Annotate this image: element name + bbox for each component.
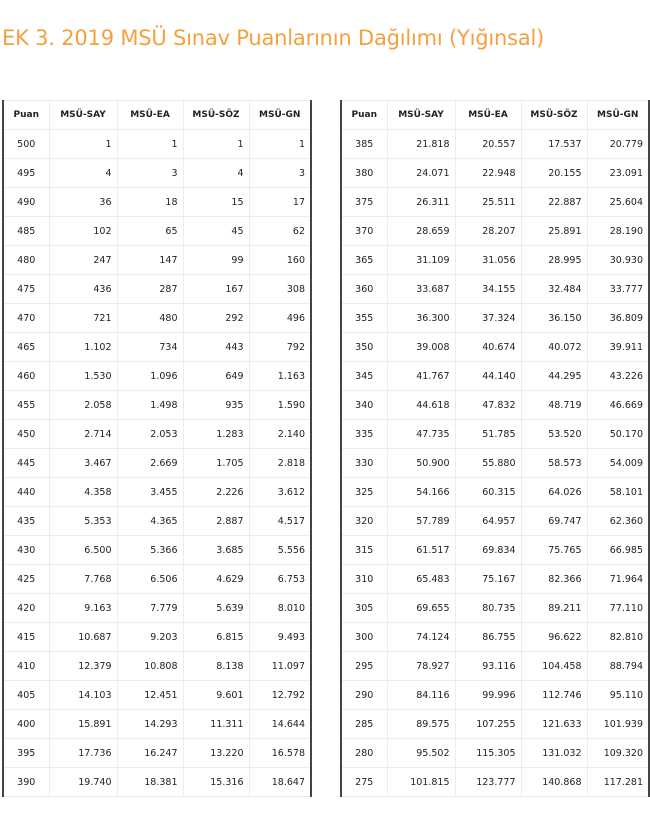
cell-msu-soz: 75.765	[521, 536, 587, 565]
cell-msu-soz: 25.891	[521, 217, 587, 246]
cell-msu-gn: 95.110	[587, 681, 649, 710]
cell-msu-say: 89.575	[387, 710, 455, 739]
cell-msu-ea: 75.167	[455, 565, 521, 594]
cell-msu-say: 7.768	[49, 565, 117, 594]
table-row	[3, 362, 311, 391]
cell-msu-ea: 147	[117, 246, 183, 275]
cell-msu-ea: 40.674	[455, 333, 521, 362]
cell-msu-ea: 25.511	[455, 188, 521, 217]
cell-msu-ea: 2.669	[117, 449, 183, 478]
cell-msu-soz: 64.026	[521, 478, 587, 507]
cell-msu-ea: 34.155	[455, 275, 521, 304]
cell-msu-soz: 22.887	[521, 188, 587, 217]
cell-msu-gn: 5.556	[249, 536, 311, 565]
table-row	[3, 246, 311, 275]
cell-msu-soz: 6.815	[183, 623, 249, 652]
cell-puan: 435	[3, 507, 49, 536]
column-header-msu-soz: MSÜ-SÖZ	[183, 101, 249, 130]
cell-puan: 275	[341, 768, 387, 797]
cell-msu-soz: 15	[183, 188, 249, 217]
cell-msu-say: 10.687	[49, 623, 117, 652]
cell-msu-soz: 53.520	[521, 420, 587, 449]
cell-puan: 480	[3, 246, 49, 275]
cell-msu-soz: 48.719	[521, 391, 587, 420]
table-header-row	[341, 101, 649, 130]
table-row	[3, 623, 311, 652]
table-row	[341, 594, 649, 623]
table-row	[3, 739, 311, 768]
cell-msu-say: 41.767	[387, 362, 455, 391]
cell-msu-ea: 80.735	[455, 594, 521, 623]
cell-puan: 465	[3, 333, 49, 362]
cell-msu-gn: 160	[249, 246, 311, 275]
cell-puan: 455	[3, 391, 49, 420]
cell-puan: 330	[341, 449, 387, 478]
cell-msu-gn: 17	[249, 188, 311, 217]
cell-msu-soz: 8.138	[183, 652, 249, 681]
table-row	[341, 130, 649, 159]
cell-msu-ea: 3.455	[117, 478, 183, 507]
cell-msu-say: 69.655	[387, 594, 455, 623]
score-table-right	[340, 100, 650, 797]
cell-msu-say: 17.736	[49, 739, 117, 768]
cell-msu-say: 1.530	[49, 362, 117, 391]
cell-msu-soz: 17.537	[521, 130, 587, 159]
cell-msu-gn: 54.009	[587, 449, 649, 478]
cell-msu-gn: 66.985	[587, 536, 649, 565]
cell-msu-say: 57.789	[387, 507, 455, 536]
cell-msu-ea: 3	[117, 159, 183, 188]
cell-msu-say: 44.618	[387, 391, 455, 420]
cell-msu-ea: 5.366	[117, 536, 183, 565]
table-row	[341, 710, 649, 739]
cell-msu-soz: 121.633	[521, 710, 587, 739]
cell-msu-say: 24.071	[387, 159, 455, 188]
cell-msu-ea: 69.834	[455, 536, 521, 565]
table-row	[341, 362, 649, 391]
cell-msu-ea: 107.255	[455, 710, 521, 739]
cell-msu-gn: 3	[249, 159, 311, 188]
cell-msu-soz: 40.072	[521, 333, 587, 362]
cell-msu-ea: 734	[117, 333, 183, 362]
column-header-msu-gn: MSÜ-GN	[249, 101, 311, 130]
cell-msu-gn: 82.810	[587, 623, 649, 652]
cell-msu-gn: 25.604	[587, 188, 649, 217]
cell-msu-ea: 10.808	[117, 652, 183, 681]
table-row	[341, 420, 649, 449]
cell-puan: 400	[3, 710, 49, 739]
table-row	[341, 449, 649, 478]
cell-msu-say: 74.124	[387, 623, 455, 652]
cell-msu-soz: 292	[183, 304, 249, 333]
cell-msu-soz: 32.484	[521, 275, 587, 304]
cell-msu-say: 61.517	[387, 536, 455, 565]
cell-puan: 370	[341, 217, 387, 246]
table-row	[3, 391, 311, 420]
cell-msu-say: 36	[49, 188, 117, 217]
cell-msu-gn: 8.010	[249, 594, 311, 623]
cell-msu-say: 21.818	[387, 130, 455, 159]
cell-puan: 395	[3, 739, 49, 768]
column-header-msu-ea: MSÜ-EA	[455, 101, 521, 130]
table-row	[341, 246, 649, 275]
cell-msu-ea: 64.957	[455, 507, 521, 536]
cell-puan: 475	[3, 275, 49, 304]
cell-puan: 305	[341, 594, 387, 623]
cell-msu-ea: 287	[117, 275, 183, 304]
cell-puan: 495	[3, 159, 49, 188]
cell-msu-ea: 22.948	[455, 159, 521, 188]
cell-msu-soz: 89.211	[521, 594, 587, 623]
cell-msu-gn: 4.517	[249, 507, 311, 536]
cell-msu-gn: 308	[249, 275, 311, 304]
table-row	[341, 188, 649, 217]
cell-puan: 285	[341, 710, 387, 739]
cell-msu-ea: 55.880	[455, 449, 521, 478]
table-row	[341, 304, 649, 333]
cell-puan: 425	[3, 565, 49, 594]
cell-msu-soz: 11.311	[183, 710, 249, 739]
cell-msu-ea: 60.315	[455, 478, 521, 507]
table-header-row	[3, 101, 311, 130]
cell-msu-say: 247	[49, 246, 117, 275]
column-header-puan: Puan	[3, 101, 49, 130]
cell-puan: 440	[3, 478, 49, 507]
cell-msu-gn: 62.360	[587, 507, 649, 536]
cell-msu-ea: 9.203	[117, 623, 183, 652]
cell-msu-say: 9.163	[49, 594, 117, 623]
cell-msu-soz: 36.150	[521, 304, 587, 333]
cell-msu-soz: 20.155	[521, 159, 587, 188]
cell-msu-soz: 1.283	[183, 420, 249, 449]
cell-msu-gn: 9.493	[249, 623, 311, 652]
cell-msu-gn: 101.939	[587, 710, 649, 739]
cell-msu-say: 5.353	[49, 507, 117, 536]
cell-msu-soz: 45	[183, 217, 249, 246]
cell-puan: 450	[3, 420, 49, 449]
cell-msu-say: 4.358	[49, 478, 117, 507]
cell-puan: 325	[341, 478, 387, 507]
cell-msu-soz: 15.316	[183, 768, 249, 797]
cell-msu-gn: 46.669	[587, 391, 649, 420]
cell-msu-ea: 51.785	[455, 420, 521, 449]
cell-msu-say: 6.500	[49, 536, 117, 565]
cell-msu-say: 2.714	[49, 420, 117, 449]
column-header-msu-soz: MSÜ-SÖZ	[521, 101, 587, 130]
cell-msu-gn: 12.792	[249, 681, 311, 710]
cell-msu-soz: 4	[183, 159, 249, 188]
table-row	[341, 507, 649, 536]
cell-msu-gn: 18.647	[249, 768, 311, 797]
cell-msu-gn: 14.644	[249, 710, 311, 739]
table-row	[341, 391, 649, 420]
table-row	[341, 478, 649, 507]
cell-msu-say: 1	[49, 130, 117, 159]
cell-puan: 295	[341, 652, 387, 681]
cell-puan: 460	[3, 362, 49, 391]
cell-msu-say: 102	[49, 217, 117, 246]
table-row	[341, 159, 649, 188]
cell-msu-ea: 47.832	[455, 391, 521, 420]
cell-msu-ea: 12.451	[117, 681, 183, 710]
cell-msu-gn: 20.779	[587, 130, 649, 159]
cell-msu-say: 19.740	[49, 768, 117, 797]
cell-msu-say: 54.166	[387, 478, 455, 507]
cell-msu-gn: 3.612	[249, 478, 311, 507]
cell-msu-gn: 62	[249, 217, 311, 246]
cell-msu-say: 95.502	[387, 739, 455, 768]
cell-msu-gn: 1.590	[249, 391, 311, 420]
cell-puan: 375	[341, 188, 387, 217]
cell-msu-gn: 43.226	[587, 362, 649, 391]
cell-msu-say: 14.103	[49, 681, 117, 710]
table-row	[3, 420, 311, 449]
table-row	[3, 449, 311, 478]
cell-msu-soz: 2.226	[183, 478, 249, 507]
cell-msu-ea: 20.557	[455, 130, 521, 159]
table-row	[341, 217, 649, 246]
cell-msu-gn: 88.794	[587, 652, 649, 681]
cell-msu-gn: 792	[249, 333, 311, 362]
cell-msu-gn: 58.101	[587, 478, 649, 507]
cell-puan: 380	[341, 159, 387, 188]
cell-msu-say: 15.891	[49, 710, 117, 739]
cell-msu-soz: 131.032	[521, 739, 587, 768]
table-row	[3, 536, 311, 565]
cell-msu-ea: 480	[117, 304, 183, 333]
cell-puan: 310	[341, 565, 387, 594]
cell-msu-ea: 31.056	[455, 246, 521, 275]
cell-msu-soz: 82.366	[521, 565, 587, 594]
column-header-msu-gn: MSÜ-GN	[587, 101, 649, 130]
cell-puan: 490	[3, 188, 49, 217]
cell-msu-soz: 1	[183, 130, 249, 159]
cell-puan: 470	[3, 304, 49, 333]
table-row	[341, 768, 649, 797]
score-table-left	[2, 100, 312, 797]
cell-msu-say: 39.008	[387, 333, 455, 362]
table-row	[3, 304, 311, 333]
cell-msu-soz: 58.573	[521, 449, 587, 478]
table-row	[3, 333, 311, 362]
cell-msu-soz: 13.220	[183, 739, 249, 768]
cell-puan: 430	[3, 536, 49, 565]
table-row	[341, 739, 649, 768]
cell-puan: 355	[341, 304, 387, 333]
cell-msu-say: 84.116	[387, 681, 455, 710]
table-row	[3, 159, 311, 188]
cell-puan: 390	[3, 768, 49, 797]
cell-msu-ea: 18.381	[117, 768, 183, 797]
column-header-msu-ea: MSÜ-EA	[117, 101, 183, 130]
table-row	[341, 623, 649, 652]
table-body-left	[3, 130, 311, 797]
cell-msu-gn: 2.140	[249, 420, 311, 449]
page-title: EK 3. 2019 MSÜ Sınav Puanlarının Dağılımı (Yığınsal)	[2, 26, 545, 50]
table-row	[341, 536, 649, 565]
column-header-msu-say: MSÜ-SAY	[387, 101, 455, 130]
cell-msu-say: 31.109	[387, 246, 455, 275]
cell-msu-soz: 112.746	[521, 681, 587, 710]
table-row	[3, 478, 311, 507]
cell-puan: 350	[341, 333, 387, 362]
table-row	[341, 681, 649, 710]
table-row	[341, 652, 649, 681]
cell-msu-soz: 44.295	[521, 362, 587, 391]
cell-msu-gn: 2.818	[249, 449, 311, 478]
cell-puan: 365	[341, 246, 387, 275]
cell-msu-soz: 5.639	[183, 594, 249, 623]
cell-msu-gn: 1	[249, 130, 311, 159]
cell-puan: 445	[3, 449, 49, 478]
cell-msu-ea: 86.755	[455, 623, 521, 652]
cell-msu-ea: 2.053	[117, 420, 183, 449]
cell-msu-soz: 3.685	[183, 536, 249, 565]
cell-msu-ea: 14.293	[117, 710, 183, 739]
cell-msu-gn: 16.578	[249, 739, 311, 768]
table-body-right	[341, 130, 649, 797]
table-row	[3, 565, 311, 594]
column-header-puan: Puan	[341, 101, 387, 130]
cell-msu-ea: 1.498	[117, 391, 183, 420]
cell-puan: 280	[341, 739, 387, 768]
cell-msu-say: 2.058	[49, 391, 117, 420]
table-row	[3, 275, 311, 304]
table-row	[3, 507, 311, 536]
cell-puan: 335	[341, 420, 387, 449]
cell-msu-say: 50.900	[387, 449, 455, 478]
cell-msu-say: 33.687	[387, 275, 455, 304]
cell-msu-gn: 109.320	[587, 739, 649, 768]
table-row	[341, 565, 649, 594]
cell-msu-gn: 11.097	[249, 652, 311, 681]
cell-msu-ea: 6.506	[117, 565, 183, 594]
cell-msu-gn: 36.809	[587, 304, 649, 333]
cell-msu-ea: 65	[117, 217, 183, 246]
cell-puan: 290	[341, 681, 387, 710]
cell-msu-say: 26.311	[387, 188, 455, 217]
cell-msu-ea: 123.777	[455, 768, 521, 797]
cell-msu-say: 721	[49, 304, 117, 333]
cell-msu-soz: 2.887	[183, 507, 249, 536]
cell-msu-ea: 28.207	[455, 217, 521, 246]
cell-puan: 420	[3, 594, 49, 623]
cell-msu-soz: 28.995	[521, 246, 587, 275]
cell-msu-gn: 1.163	[249, 362, 311, 391]
cell-msu-ea: 93.116	[455, 652, 521, 681]
cell-puan: 415	[3, 623, 49, 652]
cell-msu-soz: 96.622	[521, 623, 587, 652]
table-row	[341, 333, 649, 362]
table-row	[3, 594, 311, 623]
cell-msu-ea: 44.140	[455, 362, 521, 391]
table-row	[3, 217, 311, 246]
cell-msu-gn: 23.091	[587, 159, 649, 188]
cell-puan: 360	[341, 275, 387, 304]
cell-msu-say: 101.815	[387, 768, 455, 797]
cell-puan: 320	[341, 507, 387, 536]
cell-msu-soz: 9.601	[183, 681, 249, 710]
cell-msu-ea: 4.365	[117, 507, 183, 536]
cell-msu-gn: 77.110	[587, 594, 649, 623]
cell-msu-gn: 71.964	[587, 565, 649, 594]
table-row	[341, 275, 649, 304]
cell-msu-gn: 6.753	[249, 565, 311, 594]
cell-msu-say: 36.300	[387, 304, 455, 333]
cell-msu-ea: 18	[117, 188, 183, 217]
table-row	[3, 652, 311, 681]
cell-msu-say: 12.379	[49, 652, 117, 681]
table-row	[3, 710, 311, 739]
cell-msu-say: 78.927	[387, 652, 455, 681]
cell-puan: 300	[341, 623, 387, 652]
cell-msu-soz: 69.747	[521, 507, 587, 536]
cell-msu-gn: 50.170	[587, 420, 649, 449]
cell-msu-soz: 104.458	[521, 652, 587, 681]
table-row	[3, 768, 311, 797]
table-row	[3, 130, 311, 159]
cell-msu-gn: 39.911	[587, 333, 649, 362]
cell-msu-gn: 30.930	[587, 246, 649, 275]
cell-msu-say: 65.483	[387, 565, 455, 594]
cell-puan: 385	[341, 130, 387, 159]
cell-msu-ea: 16.247	[117, 739, 183, 768]
cell-msu-ea: 115.305	[455, 739, 521, 768]
cell-msu-say: 1.102	[49, 333, 117, 362]
cell-msu-ea: 7.779	[117, 594, 183, 623]
cell-msu-ea: 1.096	[117, 362, 183, 391]
cell-puan: 485	[3, 217, 49, 246]
cell-msu-say: 28.659	[387, 217, 455, 246]
table-row	[3, 188, 311, 217]
cell-puan: 340	[341, 391, 387, 420]
cell-msu-gn: 117.281	[587, 768, 649, 797]
cell-puan: 345	[341, 362, 387, 391]
cell-msu-ea: 37.324	[455, 304, 521, 333]
cell-msu-soz: 4.629	[183, 565, 249, 594]
cell-msu-say: 436	[49, 275, 117, 304]
cell-msu-gn: 28.190	[587, 217, 649, 246]
table-row	[3, 681, 311, 710]
cell-msu-soz: 167	[183, 275, 249, 304]
cell-msu-gn: 496	[249, 304, 311, 333]
cell-puan: 315	[341, 536, 387, 565]
cell-msu-soz: 443	[183, 333, 249, 362]
cell-puan: 500	[3, 130, 49, 159]
cell-msu-soz: 649	[183, 362, 249, 391]
cell-puan: 410	[3, 652, 49, 681]
cell-msu-say: 3.467	[49, 449, 117, 478]
cell-msu-say: 4	[49, 159, 117, 188]
cell-puan: 405	[3, 681, 49, 710]
cell-msu-soz: 1.705	[183, 449, 249, 478]
cell-msu-soz: 140.868	[521, 768, 587, 797]
column-header-msu-say: MSÜ-SAY	[49, 101, 117, 130]
cell-msu-ea: 99.996	[455, 681, 521, 710]
cell-msu-gn: 33.777	[587, 275, 649, 304]
cell-msu-ea: 1	[117, 130, 183, 159]
cell-msu-soz: 935	[183, 391, 249, 420]
cell-msu-say: 47.735	[387, 420, 455, 449]
cell-msu-soz: 99	[183, 246, 249, 275]
